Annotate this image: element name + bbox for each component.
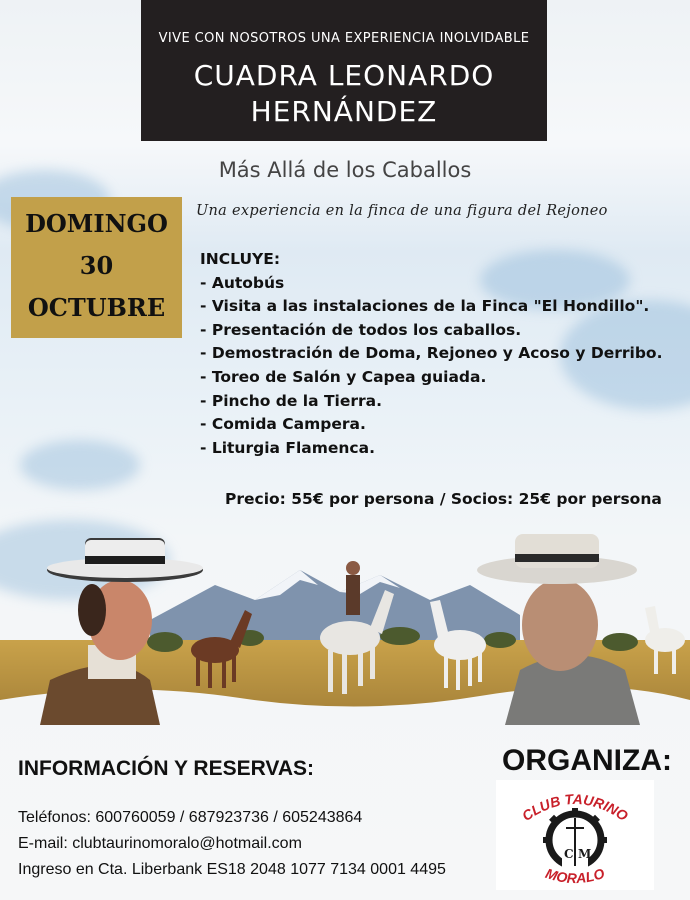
list-item: - Demostración de Doma, Rejoneo y Acoso y Derribo.	[200, 344, 663, 363]
date-weekday: DOMINGO	[25, 209, 168, 238]
header-title-line1: CUADRA LEONARDO	[193, 59, 495, 92]
logo-top-text: CLUB TAURINO	[518, 790, 632, 825]
cloud	[20, 440, 140, 490]
horse-ranch-photo	[0, 530, 690, 725]
organiza-label: ORGANIZA:	[502, 744, 672, 777]
list-item: - Visita a las instalaciones de la Finca "El Hondillo".	[200, 297, 650, 316]
bank-account-text: Ingreso en Cta. Liberbank ES18 2048 1077 7134 0001 4495	[18, 861, 446, 878]
includes-title: INCLUYE:	[200, 250, 281, 268]
date-month: OCTUBRE	[27, 293, 166, 322]
includes-list	[200, 272, 662, 461]
header-kicker: VIVE CON NOSOTROS UNA EXPERIENCIA INOLVIDABLE	[158, 31, 530, 46]
subtitle: Más Allá de los Caballos	[218, 158, 472, 182]
email-text: E-mail: clubtaurinomoralo@hotmail.com	[18, 835, 302, 852]
logo-emblem	[496, 780, 654, 890]
date-day: 30	[79, 251, 114, 280]
list-item: - Toreo de Salón y Capea guiada.	[200, 367, 487, 386]
logo-bottom-text: MORALO	[543, 864, 607, 887]
list-item: - Autobús	[200, 273, 285, 292]
list-item: - Pincho de la Tierra.	[200, 391, 383, 410]
info-title: INFORMACIÓN Y RESERVAS:	[18, 757, 314, 780]
date-box	[11, 197, 182, 338]
header-box	[141, 0, 547, 141]
logo-monogram-c: C	[564, 847, 574, 861]
includes-section	[200, 248, 662, 460]
price-text: Precio: 55€ por persona / Socios: 25€ por persona	[225, 490, 662, 508]
phones-text: Teléfonos: 600760059 / 687923736 / 605243864	[18, 809, 363, 826]
header-title-line2: HERNÁNDEZ	[250, 95, 438, 128]
list-item: - Presentación de todos los caballos.	[200, 320, 522, 339]
tagline: Una experiencia en la finca de una figura del Rejoneo	[196, 203, 608, 219]
club-taurino-logo	[496, 780, 654, 890]
header-title	[141, 58, 547, 130]
logo-monogram-m: M	[578, 847, 592, 861]
list-item: - Comida Campera.	[200, 415, 366, 434]
list-item: - Liturgia Flamenca.	[200, 438, 375, 457]
